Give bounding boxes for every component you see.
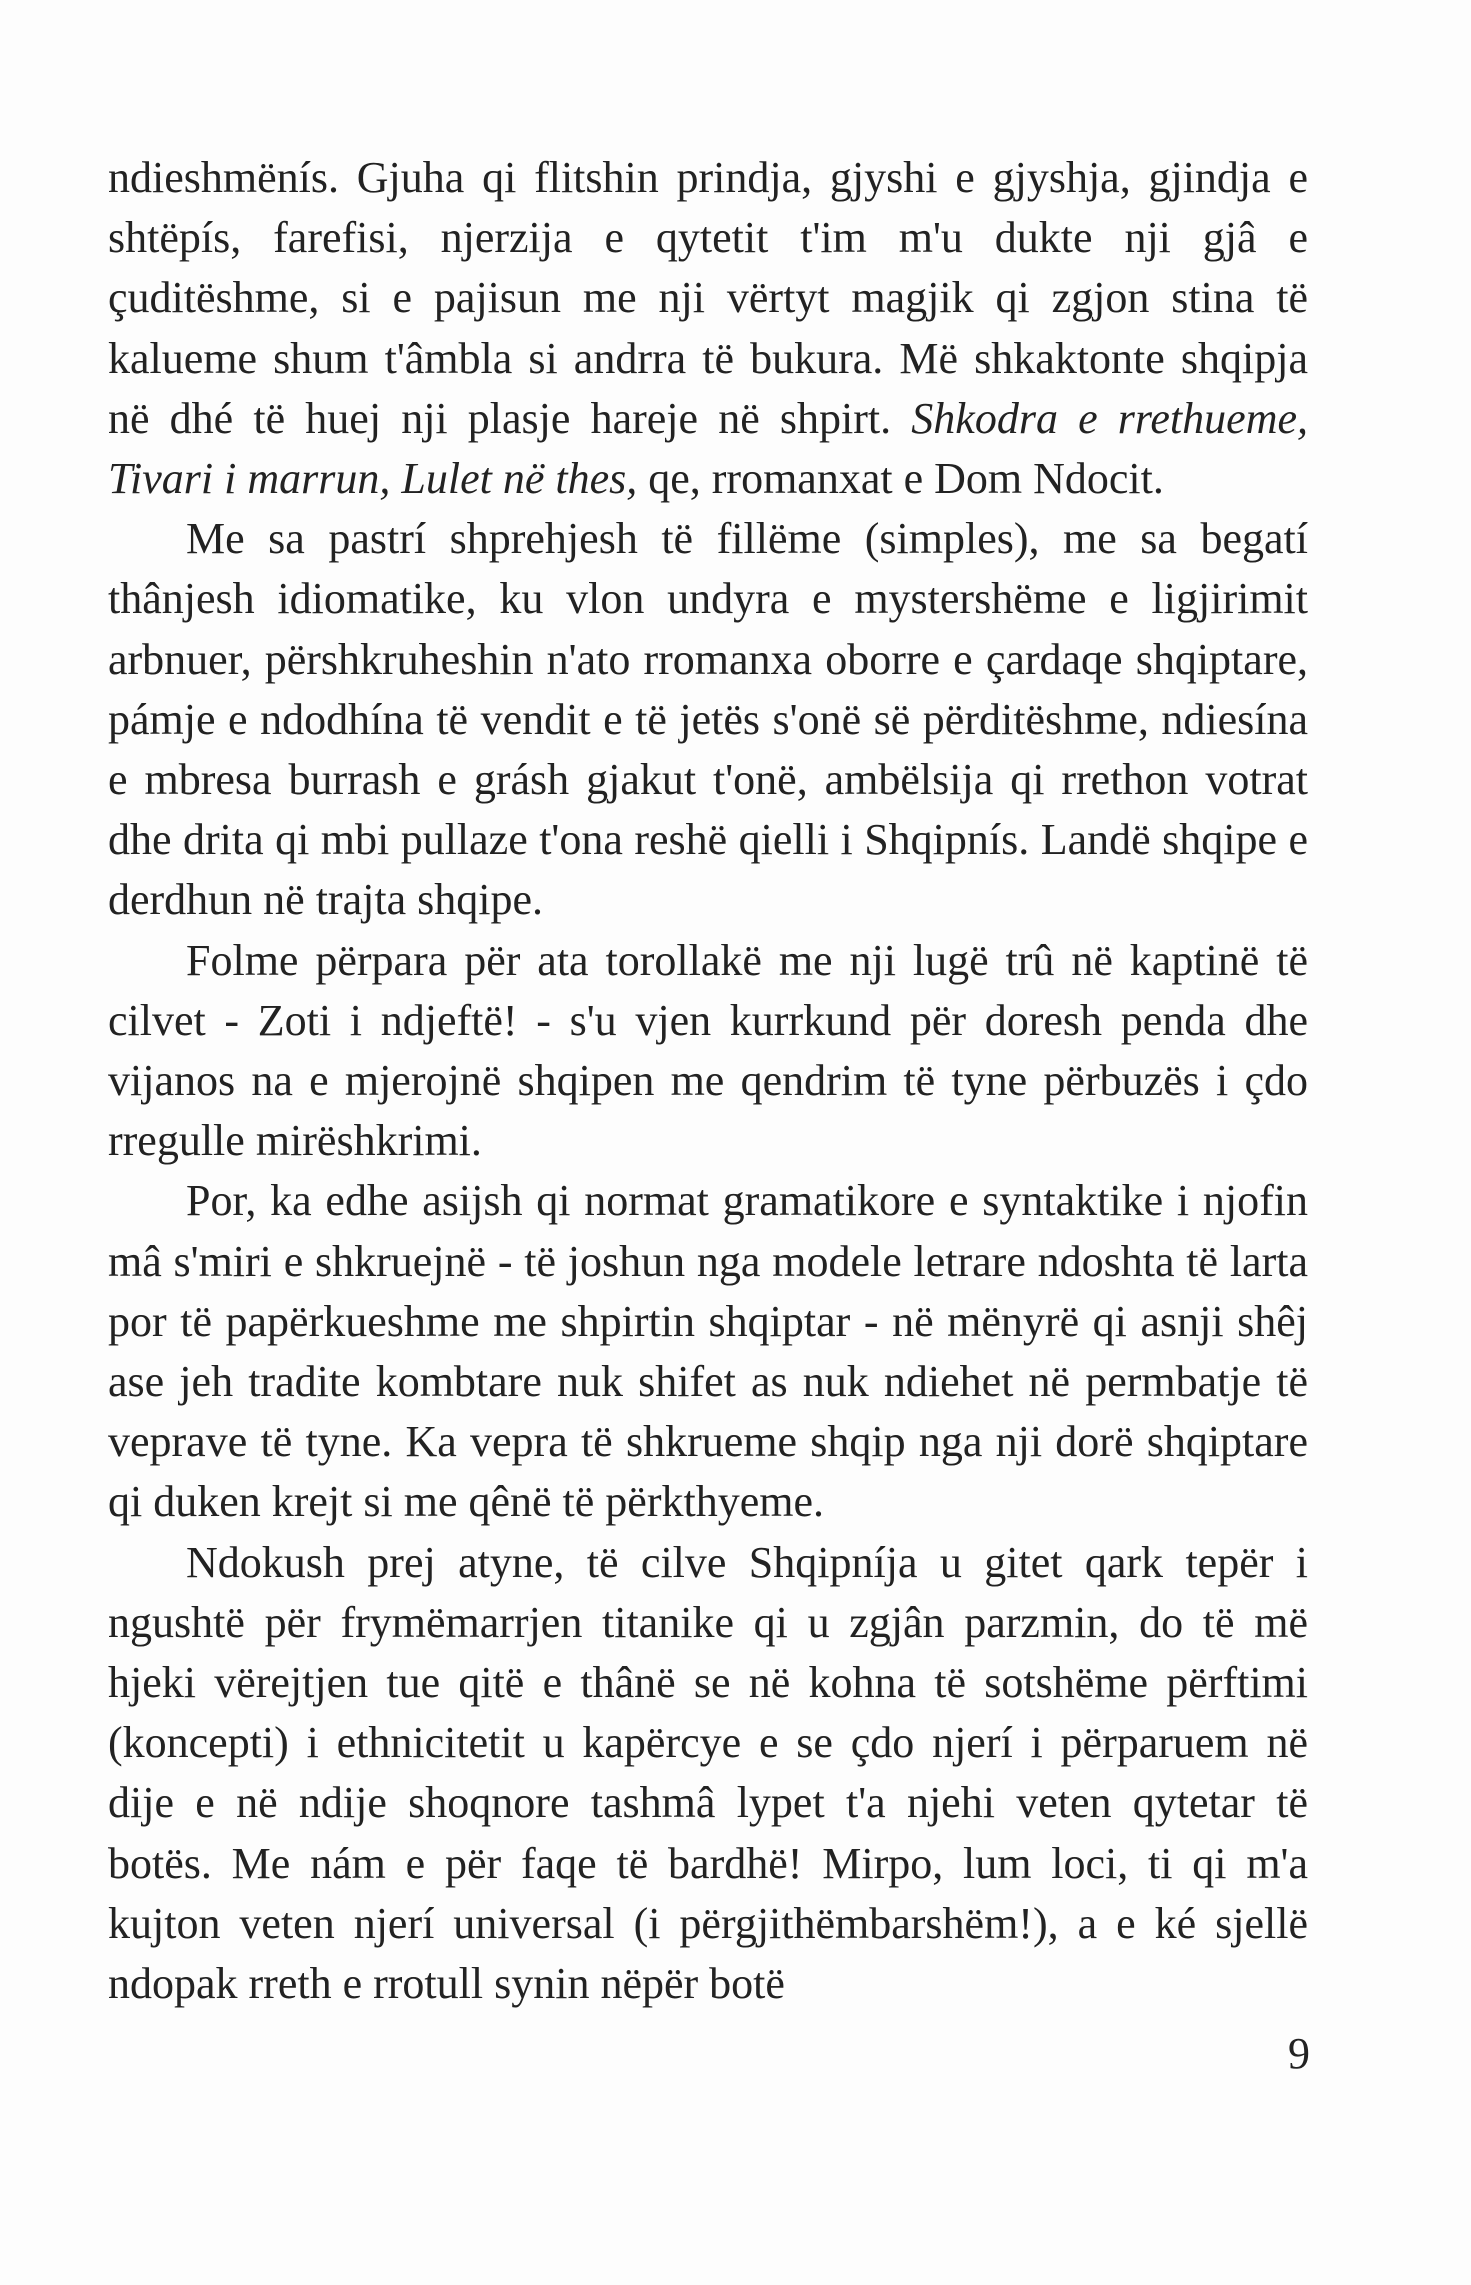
paragraph-3: [108, 931, 1308, 1172]
paragraph-1: [108, 148, 1308, 509]
paragraph-4: [108, 1171, 1308, 1532]
page-number: 9: [1288, 2029, 1310, 2078]
paragraph-2-text: Me sa pastrí shprehjesh të fillëme (simples), me sa begatí thânjesh idiomatike, ku vlon undyra e mystershëme e ligjirimit arbnuer, përshkruheshin n'ato rromanxa oborre e çardaqe shqiptare, pámje e ndodhína të vendit e të jetës s'onë së përditëshme, ndiesína e mbresa burrash e grásh gjakut t'onë, ambëlsija qi rrethon votrat dhe drita qi mbi pullaze t'ona reshë qielli i Shqipnís. Landë shqipe e derdhun në trajta shqipe.: [108, 514, 1308, 925]
body-text: [108, 148, 1308, 2014]
paragraph-5-text: Ndokush prej atyne, të cilve Shqipníja u gitet qark tepër i ngushtë për frymëmarrjen titanike qi u zgjân parzmin, do të më hjeki vërejtjen tue qitë e thânë se në kohna të sotshëme përftimi (koncepti) i ethnicitetit u kapërcye e se çdo njerí i përparuem në dije e në ndije shoqnore tashmâ lypet t'a njehi veten qytetar të botës. Me nám e për faqe të bardhë! Mirpo, lum loci, ti qi m'a kujton veten njerí universal (i përgjithëmbarshëm!), a e ké sjellë ndopak rreth e rrotull synin nëpër botë: [108, 1537, 1308, 2009]
paragraph-2: [108, 509, 1308, 930]
book-titles-italic: Shkodra e rrethueme, Tivari i marrun, Lulet në thes,: [108, 393, 1308, 504]
paragraph-1-text-a: ndieshmënís. Gjuha qi flitshin prindja, gjyshi e gjyshja, gjindja e shtëpís, farefisi, njerzija e qytetit t'im m'u dukte nji gjâ e çuditëshme, si e pajisun me nji vërtyt magjik qi zgjon stina të kalueme shum t'âmbla si andrra të bukura. Më shkaktonte shqipja në dhé të huej nji plasje hareje në shpirt.: [108, 153, 1308, 443]
paragraph-5: [108, 1533, 1308, 2015]
paragraph-3-text: Folme përpara për ata torollakë me nji lugë trû në kaptinë të cilvet - Zoti i ndjeftë! - s'u vjen kurrkund për doresh penda dhe vijanos na e mjerojnë shqipen me qendrim të tyne përbuzës i çdo rregulle mirëshkrimi.: [108, 935, 1308, 1166]
paragraph-4-text: Por, ka edhe asijsh qi normat gramatikore e syntaktike i njofin mâ s'miri e shkruejnë - të joshun nga modele letrare ndoshta të larta por të papërkueshme me shpirtin shqiptar - në mënyrë qi asnji shêj ase jeh tradite kombtare nuk shifet as nuk ndiehet në permbatje të veprave të tyne. Ka vepra të shkrueme shqip nga nji dorë shqiptare qi duken krejt si me qênë të përkthyeme.: [108, 1176, 1308, 1527]
paragraph-1-text-b: qe, rromanxat e Dom Ndocit.: [637, 454, 1164, 504]
